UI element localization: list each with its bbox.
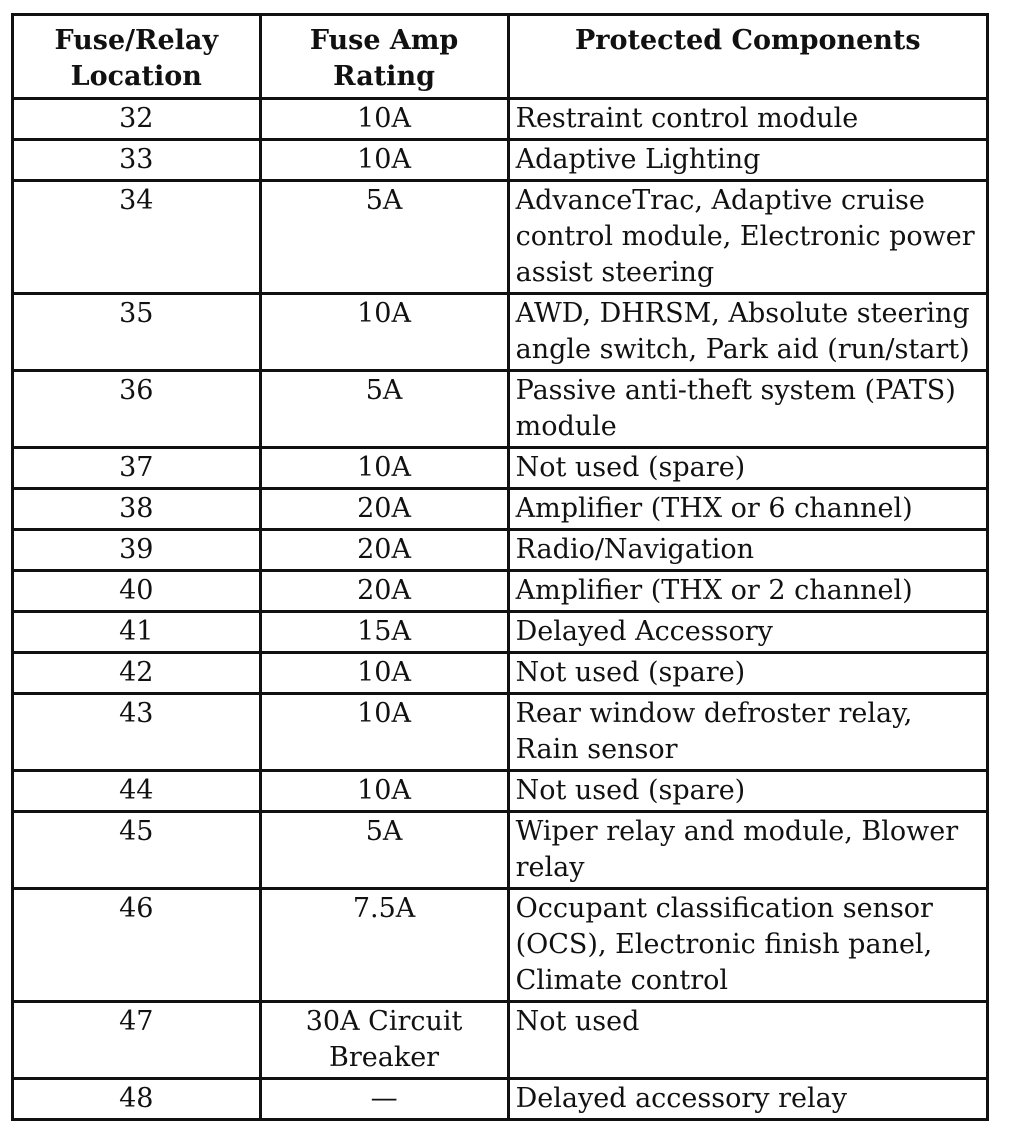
table-row (13, 99, 988, 140)
fuse-rating-cell: 7.5A (260, 889, 508, 1002)
protected-components-cell: Rear window defroster relay, Rain sensor (508, 694, 987, 771)
table-row (13, 653, 988, 694)
fuse-rating-cell: 15A (260, 612, 508, 653)
fuse-rating-cell: 10A (260, 448, 508, 489)
fuse-rating-cell: 5A (260, 812, 508, 889)
fuse-location-cell: 41 (13, 612, 261, 653)
fuse-location-cell: 48 (13, 1079, 261, 1120)
table-row (13, 140, 988, 181)
table-row (13, 571, 988, 612)
protected-components-cell: AWD, DHRSM, Absolute steering angle switch, Park aid (run/start) (508, 294, 987, 371)
table-row (13, 812, 988, 889)
protected-components-cell: Occupant classification sensor (OCS), Electronic finish panel, Climate control (508, 889, 987, 1002)
table-row (13, 694, 988, 771)
protected-components-cell: Wiper relay and module, Blower relay (508, 812, 987, 889)
fuse-rating-cell: 30A Circuit Breaker (260, 1002, 508, 1079)
protected-components-cell: Not used (spare) (508, 771, 987, 812)
fuse-rating-cell: 20A (260, 571, 508, 612)
fuse-location-cell: 45 (13, 812, 261, 889)
protected-components-cell: Amplifier (THX or 6 channel) (508, 489, 987, 530)
header-location-line2: Location (70, 61, 202, 92)
protected-components-cell: AdvanceTrac, Adaptive cruise control module, Electronic power assist steering (508, 181, 987, 294)
fuse-location-cell: 36 (13, 371, 261, 448)
fuse-location-cell: 34 (13, 181, 261, 294)
protected-components-cell: Passive anti-theft system (PATS) module (508, 371, 987, 448)
fuse-location-cell: 37 (13, 448, 261, 489)
protected-components-cell: Radio/Navigation (508, 530, 987, 571)
fuse-rating-cell: 10A (260, 771, 508, 812)
table-row (13, 612, 988, 653)
header-rating-line2: Rating (333, 61, 435, 92)
fuse-rating-cell: 20A (260, 530, 508, 571)
header-location (13, 15, 261, 99)
fuse-rating-cell: 10A (260, 294, 508, 371)
fuse-location-cell: 33 (13, 140, 261, 181)
header-location-line1: Fuse/Relay (54, 25, 219, 56)
table-row (13, 294, 988, 371)
header-components (508, 15, 987, 99)
fuse-location-cell: 44 (13, 771, 261, 812)
fuse-rating-cell: 5A (260, 371, 508, 448)
table-row (13, 489, 988, 530)
table-row (13, 1079, 988, 1120)
fuse-rating-cell: 10A (260, 99, 508, 140)
fuse-location-cell: 32 (13, 99, 261, 140)
fuse-rating-cell: 20A (260, 489, 508, 530)
protected-components-cell: Delayed accessory relay (508, 1079, 987, 1120)
table-row (13, 1002, 988, 1079)
fuse-location-cell: 46 (13, 889, 261, 1002)
table-row (13, 771, 988, 812)
fuse-rating-cell: 5A (260, 181, 508, 294)
fuse-location-cell: 39 (13, 530, 261, 571)
table-row (13, 448, 988, 489)
table-row (13, 181, 988, 294)
fuse-location-cell: 38 (13, 489, 261, 530)
protected-components-cell: Amplifier (THX or 2 channel) (508, 571, 987, 612)
fuse-rating-cell: 10A (260, 140, 508, 181)
fuse-rating-cell: — (260, 1079, 508, 1120)
fuse-rating-cell: 10A (260, 653, 508, 694)
table-row (13, 889, 988, 1002)
fuse-location-cell: 35 (13, 294, 261, 371)
fuse-relay-table (11, 13, 989, 1121)
fuse-location-cell: 43 (13, 694, 261, 771)
protected-components-cell: Not used (spare) (508, 653, 987, 694)
protected-components-cell: Not used (spare) (508, 448, 987, 489)
header-rating-line1: Fuse Amp (309, 25, 459, 56)
protected-components-cell: Not used (508, 1002, 987, 1079)
protected-components-cell: Restraint control module (508, 99, 987, 140)
fuse-location-cell: 40 (13, 571, 261, 612)
table-row (13, 371, 988, 448)
protected-components-cell: Delayed Accessory (508, 612, 987, 653)
table-header-row (13, 15, 988, 99)
fuse-location-cell: 47 (13, 1002, 261, 1079)
fuse-rating-cell: 10A (260, 694, 508, 771)
table-row (13, 530, 988, 571)
header-rating (260, 15, 508, 99)
header-components-label: Protected Components (574, 25, 921, 56)
protected-components-cell: Adaptive Lighting (508, 140, 987, 181)
fuse-location-cell: 42 (13, 653, 261, 694)
